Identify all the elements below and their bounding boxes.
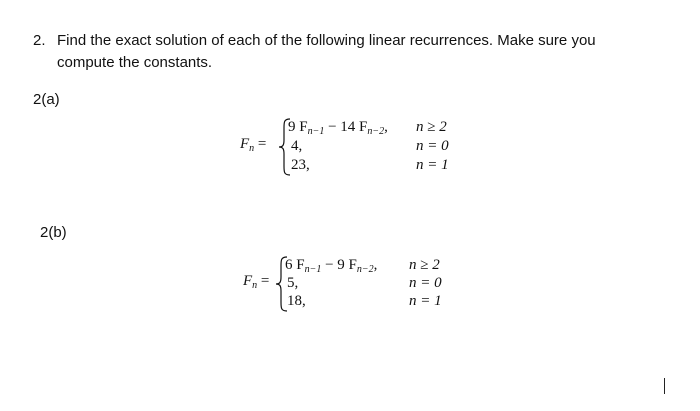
question-line-2: compute the constants. (57, 54, 213, 71)
part-a-cond-2: n = 0 (416, 138, 449, 154)
part-a-case-2: 4, (291, 138, 303, 154)
part-a-cond-3: n = 1 (416, 157, 449, 173)
part-a-case-1: 9 $F_{n-1} - 14$ $F_{n-2}$, (288, 119, 388, 137)
part-b-lhs: $F_n$ = (243, 273, 270, 291)
question-line-1-text: Find the exact solution of each of the following linear recurrences. Make sure you (57, 32, 596, 49)
part-b-cond-3: n = 1 (409, 293, 442, 309)
part-b-equation (243, 254, 473, 316)
part-b-cond-2: n = 0 (409, 275, 442, 291)
question-line-1 (33, 30, 673, 52)
question-number: 2. (33, 32, 46, 49)
part-b-cond-1: n ≥ 2 (409, 257, 440, 273)
part-a-lhs: $F_n$ = (240, 136, 267, 154)
part-b-label: 2(b) (40, 224, 67, 241)
part-a-case-3: 23, (291, 157, 310, 173)
part-b-case-2: 5, (287, 275, 299, 291)
question-text (33, 30, 673, 74)
part-a-label: 2(a) (33, 91, 60, 108)
part-b-case-3: 18, (287, 293, 306, 309)
text-cursor (664, 378, 665, 394)
part-b-case-1: 6 $F_{n-1} - 9$ $F_{n-2}$, (285, 257, 378, 275)
part-a-equation (240, 116, 470, 178)
part-a-cond-1: n ≥ 2 (416, 119, 447, 135)
